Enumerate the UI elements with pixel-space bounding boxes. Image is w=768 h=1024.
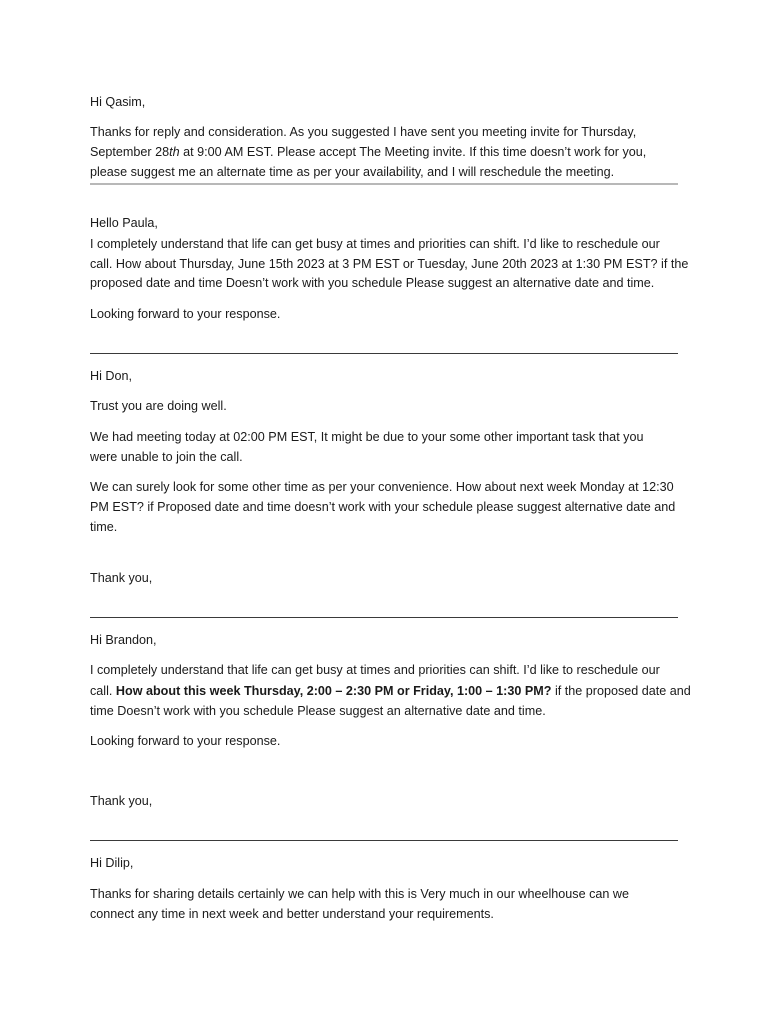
section-divider bbox=[90, 353, 678, 354]
paragraph-line: We had meeting today at 02:00 PM EST, It might be due to your some other important task that you bbox=[90, 430, 644, 444]
signoff-line: Thank you, bbox=[90, 571, 153, 585]
paragraph-line: PM EST? if Proposed date and time doesn’t work with your schedule please suggest alternative date and bbox=[90, 500, 676, 514]
greeting-dilip: Hi Dilip, bbox=[90, 856, 134, 870]
paragraph-line: please suggest me an alternate time as per your availability, and I will reschedule the meeting. bbox=[90, 165, 615, 179]
greeting-don: Hi Don, bbox=[90, 369, 132, 383]
paragraph-line: were unable to join the call. bbox=[90, 450, 243, 464]
paragraph-line: I completely understand that life can get busy at times and priorities can shift. I’d like to reschedule our bbox=[90, 237, 660, 251]
greeting-paula: Hello Paula, bbox=[90, 216, 158, 230]
section-divider bbox=[90, 840, 678, 841]
paragraph-line: We can surely look for some other time as per your convenience. How about next week Monday at 12:30 bbox=[90, 480, 674, 494]
paragraph-line: Thanks for reply and consideration. As you suggested I have sent you meeting invite for Thursday, bbox=[90, 125, 637, 139]
paragraph-line: I completely understand that life can get busy at times and priorities can shift. I’d like to reschedule our bbox=[90, 663, 660, 677]
paragraph-line: call. How about Thursday, June 15th 2023 at 3 PM EST or Tuesday, June 20th 2023 at 1:30 PM EST? if the bbox=[90, 257, 689, 271]
paragraph-line: Thanks for sharing details certainly we can help with this is Very much in our wheelhouse can we bbox=[90, 887, 630, 901]
greeting-brandon: Hi Brandon, bbox=[90, 633, 157, 647]
paragraph-line: call. How about this week Thursday, 2:00 – 2:30 PM or Friday, 1:00 – 1:30 PM? if the proposed date and bbox=[90, 684, 691, 698]
ordinal-suffix: th bbox=[169, 145, 180, 159]
section-divider bbox=[90, 617, 678, 618]
paragraph-line: time Doesn’t work with you schedule Please suggest an alternative date and time. bbox=[90, 704, 546, 718]
greeting-qasim: Hi Qasim, bbox=[90, 95, 146, 109]
closing-line: Looking forward to your response. bbox=[90, 307, 281, 321]
paragraph-line: Trust you are doing well. bbox=[90, 399, 227, 413]
paragraph-line: connect any time in next week and better understand your requirements. bbox=[90, 907, 494, 921]
paragraph-line: time. bbox=[90, 520, 118, 534]
section-divider bbox=[90, 183, 678, 185]
closing-line: Looking forward to your response. bbox=[90, 734, 281, 748]
signoff-line: Thank you, bbox=[90, 794, 153, 808]
paragraph-line: proposed date and time Doesn’t work with you schedule Please suggest an alternative date and time. bbox=[90, 276, 655, 290]
paragraph-line: September 28th at 9:00 AM EST. Please accept The Meeting invite. If this time doesn’t work for you, bbox=[90, 145, 647, 159]
proposed-times-bold: How about this week Thursday, 2:00 – 2:30 PM or Friday, 1:00 – 1:30 PM? bbox=[115, 684, 552, 698]
